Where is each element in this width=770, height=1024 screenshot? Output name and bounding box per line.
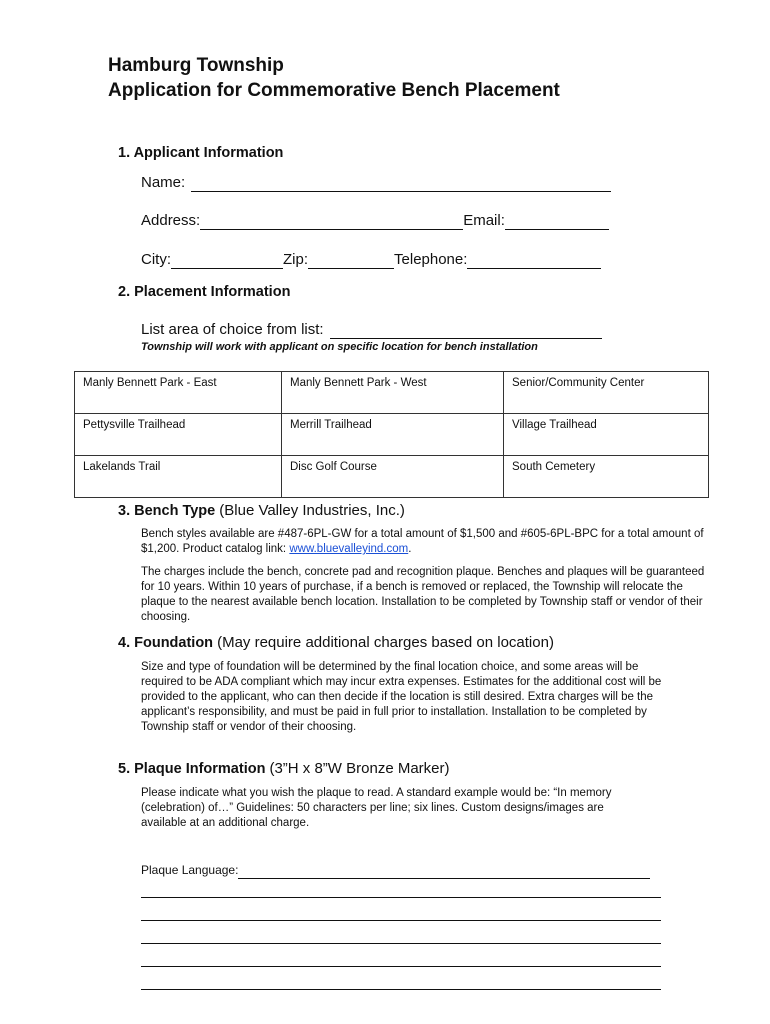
table-cell: Village Trailhead <box>504 414 709 456</box>
area-choice-label: List area of choice from list: <box>141 321 324 338</box>
zip-input-line[interactable] <box>308 254 394 269</box>
address-input-line[interactable] <box>200 215 463 230</box>
bench-charges-paragraph: The charges include the bench, concrete pad and recognition plaque. Benches and plaques will be guaranteed for 10 years. Within 10 years of purchase, if a bench is removed or replaced, the Township will relocate the plaque to the nearest available bench location. Installation to be completed by Township staff or vendor of their choosing. <box>141 566 705 623</box>
plaque-line-6[interactable] <box>141 989 661 990</box>
plaque-subheading: (3”H x 8”W Bronze Marker) <box>269 760 450 777</box>
section-bench-heading: 3. Bench Type (Blue Valley Industries, Inc.) <box>118 502 405 519</box>
table-cell: Senior/Community Center <box>504 372 709 414</box>
area-choice-field[interactable] <box>141 321 602 339</box>
name-field[interactable] <box>141 174 611 192</box>
address-label: Address: <box>141 212 201 229</box>
table-cell: Pettysville Trailhead <box>75 414 282 456</box>
telephone-label: Telephone: <box>394 251 468 268</box>
table-cell: Manly Bennett Park - West <box>282 372 504 414</box>
plaque-line-4[interactable] <box>141 943 661 944</box>
plaque-line-3[interactable] <box>141 920 661 921</box>
section-placement-heading: 2. Placement Information <box>118 284 291 300</box>
city-zip-phone-field[interactable] <box>141 251 601 269</box>
section-plaque-heading: 5. Plaque Information (3”H x 8”W Bronze Marker) <box>118 760 450 777</box>
table-row <box>75 456 709 498</box>
plaque-language-label: Plaque Language: <box>141 863 239 877</box>
plaque-language-field[interactable] <box>141 861 650 879</box>
plaque-paragraph: Please indicate what you wish the plaque to read. A standard example would be: “In memory (celebration) of…” Guidelines: 50 characters per line; six lines. Custom designs/images are available at an additional charge. <box>141 787 612 829</box>
address-field[interactable] <box>141 212 609 230</box>
section-applicant-heading: 1. Applicant Information <box>118 145 284 161</box>
plaque-line-5[interactable] <box>141 966 661 967</box>
area-choice-input-line[interactable] <box>330 324 602 339</box>
telephone-input-line[interactable] <box>467 254 601 269</box>
foundation-subheading: (May require additional charges based on location) <box>217 634 554 651</box>
name-input-line[interactable] <box>191 177 611 192</box>
city-label: City: <box>141 251 171 268</box>
table-cell: South Cemetery <box>504 456 709 498</box>
township-name: Hamburg Township <box>108 55 284 76</box>
bench-styles-paragraph: Bench styles available are #487-6PL-GW for a total amount of $1,500 and #605-6PL-BPC for a total amount of $1,200. Product catalog link: www.bluevalleyind.com. <box>141 528 704 555</box>
city-input-line[interactable] <box>171 254 283 269</box>
placement-note: Township will work with applicant on specific location for bench installation <box>141 341 538 353</box>
table-cell: Merrill Trailhead <box>282 414 504 456</box>
section-foundation-heading: 4. Foundation (May require additional charges based on location) <box>118 634 554 651</box>
zip-label: Zip: <box>283 251 309 268</box>
location-table <box>74 371 709 498</box>
foundation-paragraph: Size and type of foundation will be determined by the final location choice, and some areas will be required to be ADA compliant which may incur extra expenses. Estimates for the additional cost will be provided to the applicant, who can then decide if the location is still desired. Extra charges will be the applicant’s responsibility, and must be paid in full prior to installation. Installation to be completed by Township staff or vendor of their choosing. <box>141 661 662 733</box>
table-cell: Lakelands Trail <box>75 456 282 498</box>
plaque-line-1[interactable] <box>238 867 650 879</box>
form-title: Application for Commemorative Bench Placement <box>108 80 560 101</box>
catalog-link[interactable]: www.bluevalleyind.com <box>289 543 409 555</box>
email-input-line[interactable] <box>505 215 609 230</box>
table-cell: Manly Bennett Park - East <box>75 372 282 414</box>
table-row <box>75 372 709 414</box>
table-row <box>75 414 709 456</box>
plaque-line-2[interactable] <box>141 897 661 898</box>
bench-subheading: (Blue Valley Industries, Inc.) <box>219 502 405 519</box>
name-label: Name: <box>141 174 186 191</box>
table-cell: Disc Golf Course <box>282 456 504 498</box>
email-label: Email: <box>463 212 505 229</box>
